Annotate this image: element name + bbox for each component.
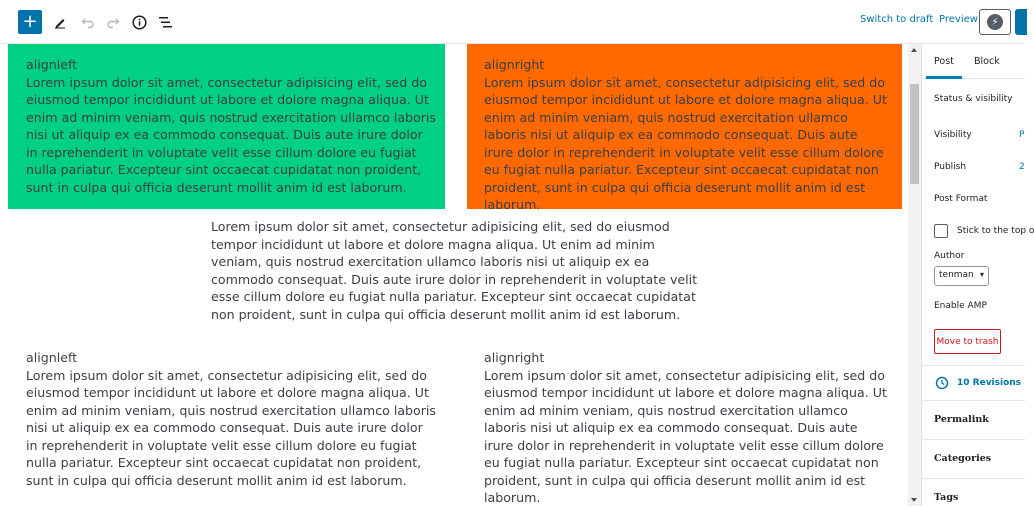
author-label: Author [934, 251, 965, 261]
tools-button[interactable] [48, 10, 72, 34]
scroll-up-arrow-icon[interactable] [911, 48, 917, 52]
sidebar-tabs [922, 44, 1025, 79]
panel-divider [922, 478, 1025, 479]
paragraph-alignleft[interactable] [26, 349, 438, 489]
revisions-icon [935, 376, 949, 390]
permalink-panel-title[interactable]: Permalink [934, 414, 989, 425]
enable-amp-label[interactable]: Enable AMP [934, 301, 987, 311]
redo-button[interactable] [101, 10, 125, 34]
tags-panel-title[interactable]: Tags [934, 492, 959, 503]
amp-toggle-button[interactable] [979, 9, 1011, 35]
publish-date-link[interactable]: 2 [1019, 162, 1025, 172]
editor-canvas [0, 44, 908, 506]
author-value: tenman [939, 270, 974, 280]
add-block-button[interactable] [18, 10, 42, 34]
scroll-down-arrow-icon[interactable] [911, 498, 917, 502]
paragraph-text: Lorem ipsum dolor sit amet, consectetur adipisicing elit, sed do eiusmod tempor incididunt ut labore et dolore magna aliqua. Ut enim ad minim veniam, quis nostrud exercitation ullamco laboris nisi ut aliquip ex ea commodo consequat. Duis aute irure dolor in reprehenderit in voluptate velit esse cillum dolore eu fugiat nulla pariatur. Excepteur sint occaecat cupidatat non proident, sunt in culpa qui officia deserunt mollit anim id est laborum. [484, 367, 887, 505]
paragraph-text: Lorem ipsum dolor sit amet, consectetur adipisicing elit, sed do eiusmod tempor incididunt ut labore et dolore magna aliqua. Ut enim ad minim veniam, quis nostrud exercitation ullamco laboris nisi ut aliquip ex ea commodo consequat. Duis aute irure dolor in reprehenderit in voluptate velit esse cillum dolore eu fugiat nulla pariatur. Excepteur sint occaecat cupidatat non proident, sunt in culpa qui officia deserunt mollit anim id est laborum. [26, 367, 436, 488]
move-to-trash-button[interactable]: Move to trash [934, 329, 1001, 354]
author-select[interactable] [934, 266, 989, 286]
switch-to-draft-button[interactable]: Switch to draft [860, 14, 934, 25]
paragraph-alignright[interactable] [484, 349, 889, 507]
revisions-link[interactable]: 10 Revisions [957, 378, 1022, 388]
panel-divider [922, 400, 1025, 401]
visibility-value-link[interactable]: P [1019, 130, 1025, 140]
paragraph-text: Lorem ipsum dolor sit amet, consectetur adipisicing elit, sed do eiusmod tempor incididunt ut labore et dolore magna aliqua. Ut enim ad minim veniam, quis nostrud exercitation ullamco laboris nisi ut aliquip ex ea commodo consequat. Duis aute irure dolor in reprehenderit in voluptate velit esse cillum dolore eu fugiat nulla pariatur. Excepteur sint occaecat cupidatat non proident, sunt in culpa qui officia deserunt mollit anim id est laborum. [26, 74, 436, 195]
info-icon [132, 15, 147, 30]
paragraph-alignleft-green[interactable] [26, 56, 438, 196]
categories-panel-title[interactable]: Categories [934, 453, 992, 464]
paragraph-label: alignright [484, 57, 545, 72]
details-button[interactable] [127, 10, 151, 34]
paragraph-center[interactable] [211, 218, 701, 323]
active-tab-indicator [926, 76, 962, 79]
paragraph-text: Lorem ipsum dolor sit amet, consectetur adipisicing elit, sed do eiusmod tempor incididunt ut labore et dolore magna aliqua. Ut enim ad minim veniam, quis nostrud exercitation ullamco laboris nisi ut aliquip ex ea commodo consequat. Duis aute irure dolor in reprehenderit in voluptate velit esse cillum dolore eu fugiat nulla pariatur. Excepteur sint occaecat cupidatat non proident, sunt in culpa qui officia deserunt mollit anim id est laborum. [211, 219, 698, 322]
paragraph-alignright-orange[interactable] [484, 56, 889, 214]
plus-icon: + [22, 11, 38, 32]
tab-block[interactable]: Block [974, 56, 1000, 67]
paragraph-label: alignleft [26, 57, 78, 72]
redo-icon [106, 15, 120, 29]
paragraph-label: alignleft [26, 350, 78, 365]
pencil-icon [53, 15, 67, 29]
visibility-label: Visibility [934, 130, 972, 140]
undo-button[interactable] [76, 10, 100, 34]
publish-label: Publish [934, 162, 967, 172]
editor-header-toolbar [0, 0, 1024, 44]
amp-icon: ⚡ [987, 14, 1003, 30]
paragraph-text: Lorem ipsum dolor sit amet, consectetur adipisicing elit, sed do eiusmod tempor incididunt ut labore et dolore magna aliqua. Ut enim ad minim veniam, quis nostrud exercitation ullamco laboris nisi ut aliquip ex ea commodo consequat. Duis aute irure dolor in reprehenderit in voluptate velit esse cillum dolore eu fugiat nulla pariatur. Excepteur sint occaecat cupidatat non proident, sunt in culpa qui officia deserunt mollit anim id est laborum. [484, 74, 887, 212]
stick-to-top-checkbox[interactable] [934, 224, 948, 238]
status-visibility-panel-title[interactable]: Status & visibility [934, 94, 1013, 104]
settings-button[interactable] [1015, 9, 1027, 35]
chevron-down-icon: ▾ [979, 270, 984, 279]
panel-divider [922, 439, 1025, 440]
paragraph-label: alignright [484, 350, 545, 365]
block-navigation-button[interactable] [153, 10, 177, 34]
list-view-icon [158, 16, 173, 29]
stick-to-top-label[interactable]: Stick to the top o [957, 226, 1034, 236]
tab-post[interactable]: Post [934, 56, 954, 67]
preview-button[interactable]: Preview [939, 14, 978, 25]
post-format-label: Post Format [934, 194, 988, 204]
undo-icon [81, 15, 95, 29]
settings-sidebar [921, 44, 1034, 506]
editor-scrollbar[interactable] [908, 44, 921, 506]
panel-divider [922, 365, 1025, 366]
scrollbar-thumb[interactable] [910, 84, 919, 184]
